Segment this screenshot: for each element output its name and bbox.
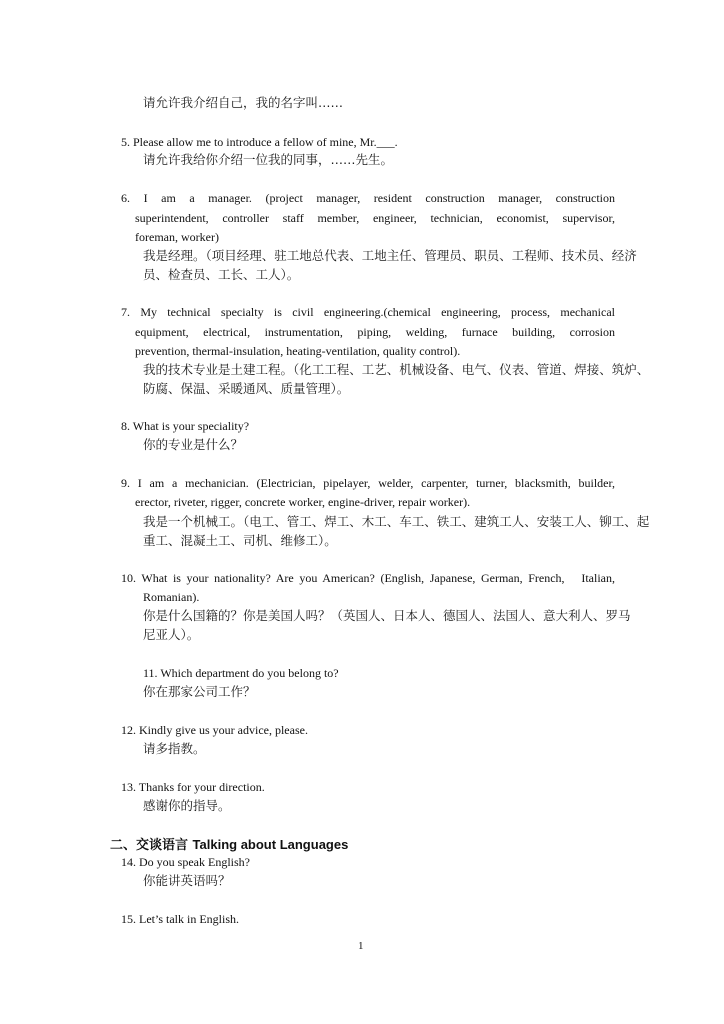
section-heading	[110, 834, 348, 853]
item-12-zh: 请多指教。	[143, 741, 206, 756]
section-heading-zh: 二、交谈语言	[110, 838, 189, 853]
item-5-zh: 请允许我给你介绍一位我的同事，……先生。	[143, 152, 394, 167]
line-self-intro-zh: 请允许我介绍自己，我的名字叫……	[143, 95, 344, 110]
item-9-en-line1: 9. I am a mechanician. (Electrician, pipelayer, welder, carpenter, turner, blacksmith, builder,	[121, 476, 615, 490]
item-13-en: 13. Thanks for your direction.	[121, 780, 265, 794]
section-heading-en: Talking about Languages	[192, 837, 349, 852]
item-7-zh-line2: 防腐、保温、采暖通风、质量管理）。	[143, 381, 350, 396]
item-9-en-line2: erector, riveter, rigger, concrete worker, engine-driver, repair worker).	[135, 495, 471, 509]
item-14-zh: 你能讲英语吗？	[143, 873, 231, 888]
item-7-en-line2: equipment, electrical, instrumentation, piping, welding, furnace building, corrosion	[135, 325, 615, 339]
item-10-zh-line2: 尼亚人）。	[143, 627, 200, 642]
item-13-zh: 感谢你的指导。	[143, 798, 231, 813]
item-6-zh-line2: 员、检查员、工长、工人）。	[143, 267, 300, 282]
item-10-zh-line1: 你是什么国籍的？你是美国人吗？（英国人、日本人、德国人、法国人、意大利人、罗马	[143, 608, 631, 623]
item-14-en: 14. Do you speak English?	[121, 855, 250, 869]
item-9-zh-line1: 我是一个机械工。（电工、管工、焊工、木工、车工、铁工、建筑工人、安装工人、铆工、起	[143, 514, 650, 529]
item-15-en: 15. Let’s talk in English.	[121, 912, 239, 926]
item-7-zh-line1: 我的技术专业是土建工程。（化工工程、工艺、机械设备、电气、仪表、管道、焊接、筑炉、	[143, 362, 650, 377]
page-number: 1	[358, 940, 364, 952]
item-5-en: 5. Please allow me to introduce a fellow of mine, Mr.___.	[121, 135, 398, 149]
item-11-zh: 你在那家公司工作？	[143, 684, 256, 699]
item-6-en-line3: foreman, worker)	[135, 230, 219, 244]
item-12-en: 12. Kindly give us your advice, please.	[121, 723, 308, 737]
item-11-en: 11. Which department do you belong to?	[143, 666, 339, 680]
item-7-en-line3: prevention, thermal-insulation, heating-ventilation, quality control).	[135, 344, 461, 358]
item-7-en-line1: 7. My technical specialty is civil engineering.(chemical engineering, process, mechanical	[121, 305, 615, 319]
item-9-zh-line2: 重工、混凝土工、司机、维修工）。	[143, 533, 337, 548]
item-6-zh-line1: 我是经理。（项目经理、驻工地总代表、工地主任、管理员、职员、工程师、技术员、经济	[143, 248, 637, 263]
item-8-zh: 你的专业是什么？	[143, 437, 244, 452]
item-10-en-line2: Romanian).	[143, 590, 200, 604]
item-8-en: 8. What is your speciality?	[121, 419, 250, 433]
item-6-en-line2: superintendent, controller staff member, engineer, technician, economist, supervisor,	[135, 211, 615, 225]
item-10-en-line1: 10. What is your nationality? Are you American? (English, Japanese, German, French, Italian,	[121, 571, 615, 585]
item-6-en-line1: 6. I am a manager. (project manager, resident construction manager, construction	[121, 191, 615, 205]
